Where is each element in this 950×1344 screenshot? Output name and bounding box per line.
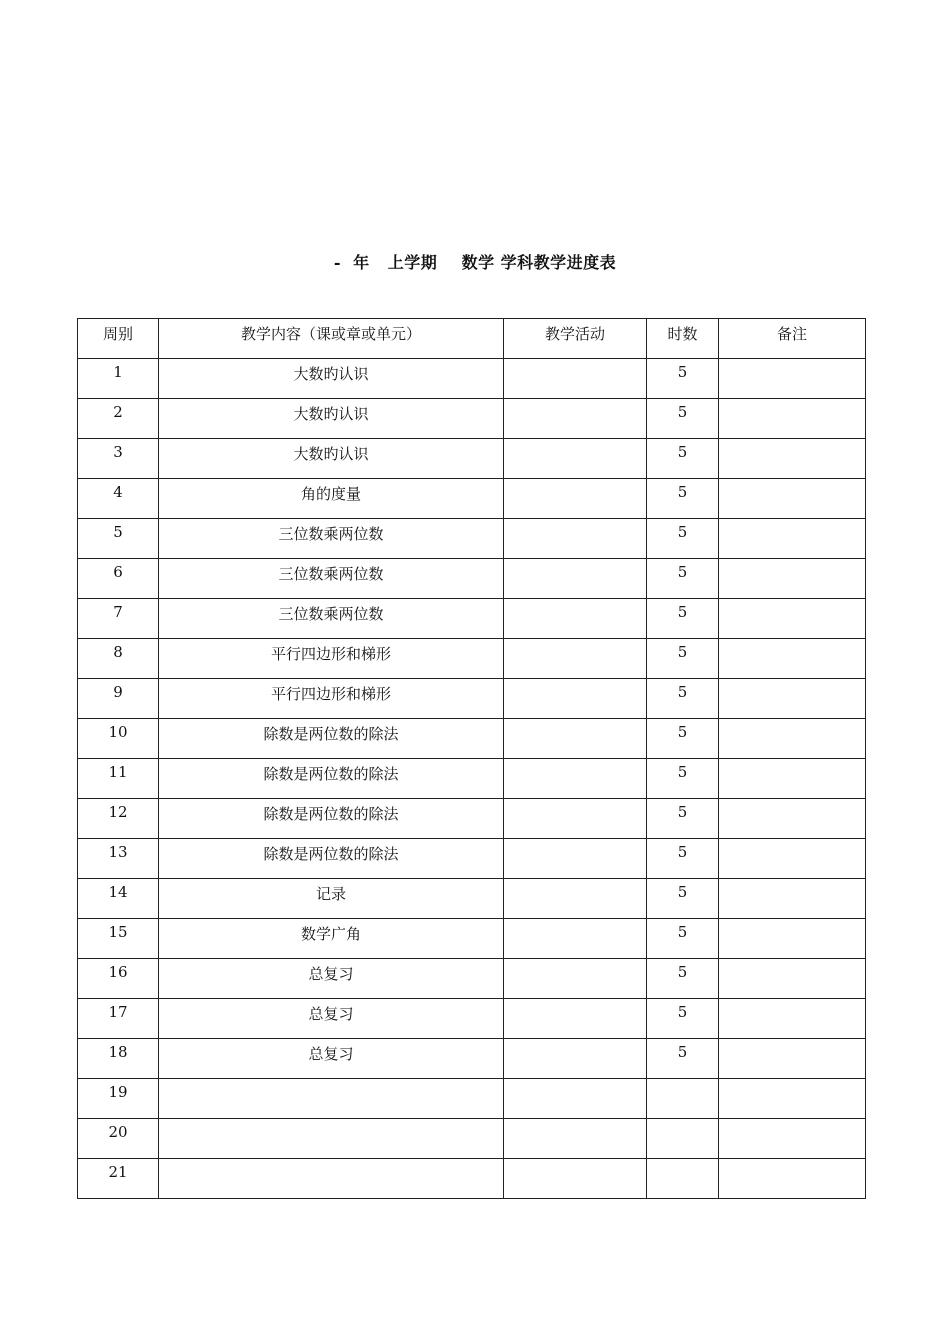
table-header-row — [78, 319, 866, 359]
cell-content: 平行四边形和梯形 — [159, 639, 504, 679]
cell-content: 总复习 — [159, 1039, 504, 1079]
cell-week: 19 — [78, 1079, 159, 1119]
cell-activity — [504, 1159, 647, 1199]
table-row — [78, 799, 866, 839]
cell-week: 18 — [78, 1039, 159, 1079]
cell-week: 21 — [78, 1159, 159, 1199]
cell-notes — [719, 559, 866, 599]
cell-notes — [719, 1079, 866, 1119]
cell-content: 除数是两位数的除法 — [159, 839, 504, 879]
cell-hours: 5 — [647, 959, 719, 999]
table-row — [78, 359, 866, 399]
cell-content: 总复习 — [159, 999, 504, 1039]
cell-week: 16 — [78, 959, 159, 999]
header-hours: 时数 — [647, 319, 719, 359]
cell-hours — [647, 1119, 719, 1159]
header-activity: 教学活动 — [504, 319, 647, 359]
cell-notes — [719, 679, 866, 719]
cell-week: 20 — [78, 1119, 159, 1159]
cell-content: 角的度量 — [159, 479, 504, 519]
cell-hours — [647, 1159, 719, 1199]
cell-activity — [504, 559, 647, 599]
cell-content: 数学广角 — [159, 919, 504, 959]
table-row — [78, 479, 866, 519]
cell-content: 平行四边形和梯形 — [159, 679, 504, 719]
cell-activity — [504, 1039, 647, 1079]
cell-content: 总复习 — [159, 959, 504, 999]
table-row — [78, 639, 866, 679]
table-row — [78, 1039, 866, 1079]
cell-activity — [504, 439, 647, 479]
table-row — [78, 959, 866, 999]
cell-notes — [719, 439, 866, 479]
table-row — [78, 399, 866, 439]
cell-activity — [504, 599, 647, 639]
cell-hours: 5 — [647, 879, 719, 919]
header-notes: 备注 — [719, 319, 866, 359]
cell-notes — [719, 919, 866, 959]
schedule-table — [77, 318, 866, 1199]
cell-activity — [504, 919, 647, 959]
cell-hours: 5 — [647, 719, 719, 759]
cell-notes — [719, 759, 866, 799]
cell-hours: 5 — [647, 519, 719, 559]
cell-hours: 5 — [647, 759, 719, 799]
cell-week: 11 — [78, 759, 159, 799]
cell-hours: 5 — [647, 559, 719, 599]
cell-notes — [719, 639, 866, 679]
cell-week: 14 — [78, 879, 159, 919]
cell-activity — [504, 519, 647, 559]
cell-activity — [504, 639, 647, 679]
cell-activity — [504, 479, 647, 519]
cell-notes — [719, 599, 866, 639]
cell-notes — [719, 359, 866, 399]
cell-activity — [504, 1119, 647, 1159]
cell-content: 除数是两位数的除法 — [159, 719, 504, 759]
cell-week: 3 — [78, 439, 159, 479]
cell-content — [159, 1079, 504, 1119]
cell-activity — [504, 959, 647, 999]
table-row — [78, 599, 866, 639]
table-row — [78, 999, 866, 1039]
cell-content — [159, 1159, 504, 1199]
cell-hours: 5 — [647, 639, 719, 679]
cell-week: 6 — [78, 559, 159, 599]
table-row — [78, 919, 866, 959]
cell-week: 13 — [78, 839, 159, 879]
cell-hours: 5 — [647, 839, 719, 879]
cell-week: 2 — [78, 399, 159, 439]
cell-week: 9 — [78, 679, 159, 719]
cell-notes — [719, 1039, 866, 1079]
cell-activity — [504, 879, 647, 919]
cell-content: 三位数乘两位数 — [159, 559, 504, 599]
cell-hours: 5 — [647, 399, 719, 439]
cell-hours: 5 — [647, 799, 719, 839]
cell-notes — [719, 519, 866, 559]
cell-activity — [504, 799, 647, 839]
table-row — [78, 1079, 866, 1119]
page-title: - 年 上学期 数学 学科教学进度表 — [333, 253, 617, 272]
table-row — [78, 679, 866, 719]
cell-content: 除数是两位数的除法 — [159, 799, 504, 839]
cell-activity — [504, 839, 647, 879]
cell-week: 8 — [78, 639, 159, 679]
cell-activity — [504, 1079, 647, 1119]
cell-week: 10 — [78, 719, 159, 759]
cell-week: 17 — [78, 999, 159, 1039]
table-row — [78, 719, 866, 759]
cell-hours: 5 — [647, 439, 719, 479]
cell-hours — [647, 1079, 719, 1119]
cell-activity — [504, 399, 647, 439]
cell-notes — [719, 1119, 866, 1159]
table-row — [78, 879, 866, 919]
cell-hours: 5 — [647, 359, 719, 399]
cell-content: 除数是两位数的除法 — [159, 759, 504, 799]
cell-hours: 5 — [647, 999, 719, 1039]
cell-content: 记录 — [159, 879, 504, 919]
cell-content: 大数旳认识 — [159, 439, 504, 479]
cell-notes — [719, 1159, 866, 1199]
cell-week: 5 — [78, 519, 159, 559]
cell-content: 大数旳认识 — [159, 359, 504, 399]
cell-hours: 5 — [647, 679, 719, 719]
header-week: 周别 — [78, 319, 159, 359]
cell-notes — [719, 959, 866, 999]
cell-activity — [504, 999, 647, 1039]
cell-notes — [719, 879, 866, 919]
cell-notes — [719, 799, 866, 839]
cell-notes — [719, 479, 866, 519]
cell-hours: 5 — [647, 599, 719, 639]
cell-notes — [719, 839, 866, 879]
cell-week: 7 — [78, 599, 159, 639]
cell-activity — [504, 759, 647, 799]
header-content: 教学内容（课或章或单元） — [159, 319, 504, 359]
table-row — [78, 759, 866, 799]
cell-week: 15 — [78, 919, 159, 959]
table-row — [78, 439, 866, 479]
cell-content: 三位数乘两位数 — [159, 519, 504, 559]
cell-hours: 5 — [647, 919, 719, 959]
cell-activity — [504, 719, 647, 759]
table-row — [78, 559, 866, 599]
table-body — [78, 359, 866, 1199]
cell-content: 大数旳认识 — [159, 399, 504, 439]
cell-week: 4 — [78, 479, 159, 519]
table-row — [78, 1119, 866, 1159]
cell-notes — [719, 399, 866, 439]
cell-content: 三位数乘两位数 — [159, 599, 504, 639]
cell-week: 1 — [78, 359, 159, 399]
table-row — [78, 1159, 866, 1199]
cell-activity — [504, 679, 647, 719]
cell-content — [159, 1119, 504, 1159]
cell-activity — [504, 359, 647, 399]
table-row — [78, 839, 866, 879]
table-row — [78, 519, 866, 559]
cell-notes — [719, 719, 866, 759]
cell-week: 12 — [78, 799, 159, 839]
cell-notes — [719, 999, 866, 1039]
cell-hours: 5 — [647, 479, 719, 519]
cell-hours: 5 — [647, 1039, 719, 1079]
